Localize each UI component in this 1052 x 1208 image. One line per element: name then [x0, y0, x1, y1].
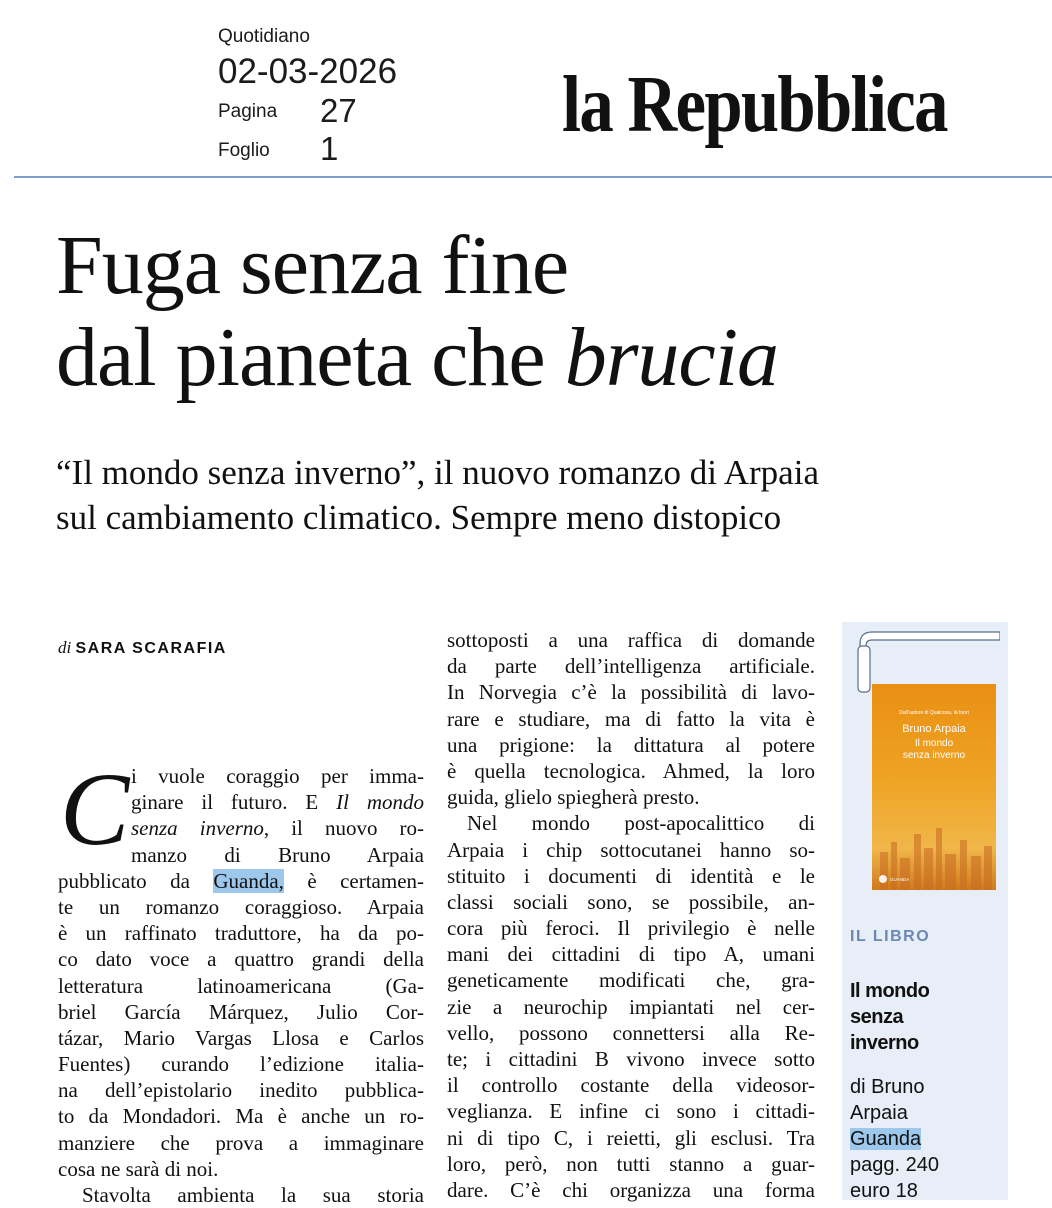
- col2-line: mani dei cittadini di tipo A, umani: [447, 942, 815, 967]
- foglio-value: 1: [320, 130, 339, 167]
- col2-line: rare e studiare, ma di fatto la vita è: [447, 706, 815, 731]
- subhead-line-1: “Il mondo senza inverno”, il nuovo romanzo di Arpaia: [56, 453, 819, 492]
- header-divider: [14, 176, 1052, 178]
- col2-line: Arpaia i chip sottocutanei hanno so-: [447, 837, 815, 862]
- book-title-line: inverno: [850, 1032, 919, 1054]
- col2-line: geneticamente modificati che, gra-: [447, 968, 815, 993]
- byline-author: SARA SCARAFIA: [75, 640, 227, 657]
- col1-line: [58, 789, 424, 815]
- col1-line: co dato voce a quattro grandi della: [58, 947, 424, 972]
- col2-line: una prigione: la dittatura al potere: [447, 732, 815, 757]
- book-spine-icon: [858, 646, 870, 692]
- col2-line: ni di tipo C, i reietti, gli esclusi. Tra: [447, 1125, 815, 1150]
- col1-text: , il nuovo ro-: [263, 816, 424, 841]
- col1-line: Fuentes) curando l’edizione italia-: [58, 1052, 424, 1077]
- article-column-2: [447, 627, 815, 1203]
- col1-line: manziere che prova a immaginare: [58, 1130, 424, 1155]
- col2-line: Nel mondo post-apocalittico di: [467, 811, 815, 836]
- book-pages: pagg. 240: [850, 1154, 939, 1176]
- book-author: Arpaia: [850, 1102, 908, 1124]
- cover-publisher: GUANDA: [890, 877, 910, 882]
- cover-title-1: Il mondo: [914, 738, 954, 749]
- col2-line: da parte dell’intelligenza artificiale.: [447, 654, 815, 679]
- book-cover-image: [850, 628, 1000, 898]
- pagina-value: 27: [320, 92, 357, 129]
- col2-line: loro, però, non tutti stanno a guar-: [447, 1151, 815, 1176]
- col1-italic-text: senza inverno: [131, 816, 264, 841]
- headline-line-1: Fuga senza fine: [56, 219, 569, 312]
- col1-line: tázar, Mario Vargas Llosa e Carlos: [58, 1025, 424, 1050]
- col2-line: zie a neurochip impiantati nel cer-: [447, 994, 815, 1019]
- col1-line: Stavolta ambienta la sua storia: [82, 1183, 424, 1207]
- byline-prefix: di: [58, 638, 72, 657]
- col1-line: manzo di Bruno Arpaia: [131, 842, 424, 867]
- col1-line: na dell’epistolario inedito pubblica-: [58, 1078, 424, 1103]
- cover-author: Bruno Arpaia: [902, 723, 966, 735]
- cover-title-2: senza inverno: [902, 750, 966, 761]
- byline: [58, 638, 227, 658]
- col2-line: cora più feroci. Il privilegio è nelle: [447, 916, 815, 941]
- col2-line: veglianza. E infine ci sono i cittadi-: [447, 1099, 815, 1124]
- col1-italic-text: Il mondo: [336, 790, 424, 815]
- col1-line: è un raffinato traduttore, ha da po-: [58, 921, 424, 946]
- col1-text: è certamen-: [283, 868, 425, 893]
- pagina-label: Pagina: [218, 101, 278, 122]
- col2-line: dare. C’è chi organizza una forma: [447, 1177, 815, 1202]
- col2-line: è quella tecnologica. Ahmed, la loro: [447, 758, 815, 783]
- col2-line: classi sociali sono, se possibile, an-: [447, 889, 815, 914]
- article-headline: [56, 220, 778, 404]
- book-icon-outline: [860, 632, 1000, 690]
- book-author: di Bruno: [850, 1076, 925, 1098]
- col1-text: ginare il futuro. E: [131, 790, 337, 815]
- book-publisher: [850, 1126, 939, 1152]
- col1-line: to da Mondadori. Ma è anche un ro-: [58, 1104, 424, 1129]
- col2-line: sottoposti a una raffica di domande: [447, 628, 815, 652]
- col1-line: i vuole coraggio per imma-: [131, 764, 424, 788]
- col2-line: vello, possono connettersi alla Re-: [447, 1020, 815, 1045]
- col2-line: te; i cittadini B vivono invece sotto: [447, 1047, 815, 1071]
- col1-line: [58, 868, 424, 894]
- headline-line-2-italic: brucia: [564, 311, 779, 404]
- col1-line: letteratura latinoamericana (Ga-: [58, 973, 424, 998]
- headline-line-2: [56, 312, 778, 404]
- publisher-highlight: Guanda: [850, 1128, 922, 1150]
- book-title-line: Il mondo: [850, 980, 930, 1002]
- newspaper-masthead: la Repubblica: [562, 61, 947, 149]
- issue-date: 02-03-2026: [218, 52, 398, 91]
- foglio-label: Foglio: [218, 140, 270, 161]
- subhead-line-2: sul cambiamento climatico. Sempre meno distopico: [56, 498, 782, 537]
- cover-tagline: Dall’autore di Qualcosa, là fuori: [899, 710, 969, 716]
- book-sidebar: [842, 622, 1008, 1200]
- book-price: euro 18: [850, 1180, 918, 1202]
- article-subheadline: [56, 450, 819, 540]
- publisher-logo-icon: [879, 875, 887, 883]
- col2-line: guida, glielo spiegherà presto.: [447, 785, 700, 810]
- col1-line: [58, 815, 424, 841]
- col1-text: pubblicato da: [58, 868, 214, 893]
- col1-line: te un romanzo coraggioso. Arpaia: [58, 894, 424, 919]
- article-column-1: [58, 763, 424, 1208]
- drop-cap: C: [60, 752, 130, 867]
- quotidiano-label: Quotidiano: [218, 26, 310, 47]
- book-title: [850, 978, 929, 1056]
- col1-line: cosa ne sarà di noi.: [58, 1156, 219, 1181]
- book-section-label: IL LIBRO: [850, 928, 931, 945]
- publisher-highlight: Guanda,: [213, 868, 284, 893]
- col2-line: In Norvegia c’è la possibilità di lavo-: [447, 680, 815, 705]
- headline-line-2-regular: dal pianeta che: [56, 311, 565, 404]
- book-title-line: senza: [850, 1006, 904, 1028]
- col2-line: stituito i documenti di identità e le: [447, 863, 815, 888]
- col1-line: briel García Márquez, Julio Cor-: [58, 999, 424, 1024]
- book-details: [850, 1074, 939, 1204]
- col2-line: il controllo costante della videosor-: [447, 1073, 815, 1098]
